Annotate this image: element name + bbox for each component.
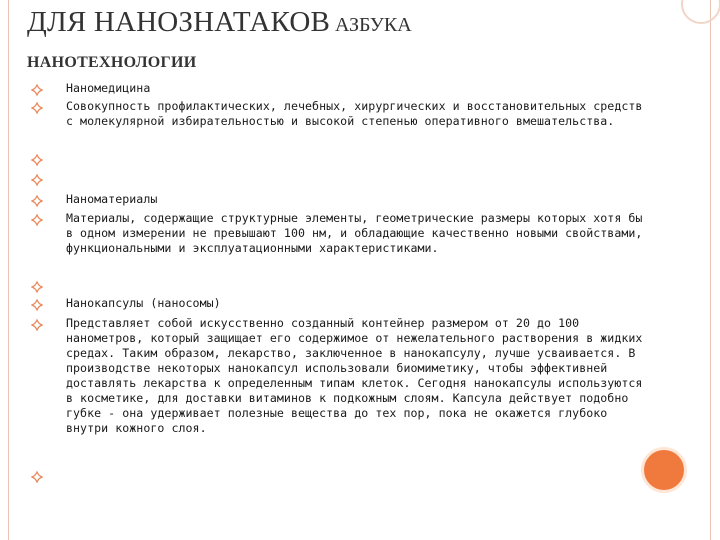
ornamental-bullet-icon [31, 154, 43, 166]
slide-border-left [8, 0, 9, 540]
bullet-text: Совокупность профилактических, лечебных, хирургических и восстановительных средств с молекулярной избирательностью и высокой степенью оперативного вмешательства. [66, 99, 643, 128]
orange-circle-icon [641, 447, 687, 493]
bullet-text: Представляет собой искусственно созданный контейнер размером от 20 до 100 нанометров, который защищает его содержимое от нежелательного растворения в жидких средах. Таким образом, лекарство, заключенное в нанокапсулу, лучше усваивается. В производстве некоторых нанокапсул использовали биомиметику, чтобы эффективней доставлять лекарства к определенным типам клеток. Сегодня нанокапсулы используются в косметике, для доставки витаминов к подкожным слоям. Капсула действует подобно губке - она удерживает полезные вещества до тех пор, пока не окажется глубоко внутри кожного слоя. [66, 316, 643, 435]
ornamental-bullet-icon [31, 299, 43, 311]
bullet-text: Нанокапсулы (наносомы) [66, 296, 221, 310]
bullet-text: Наноматериалы [66, 192, 158, 206]
ornamental-bullet-icon [31, 281, 43, 293]
corner-ring-decoration [681, 0, 720, 24]
ornamental-bullet-icon [31, 195, 43, 207]
title-main: ДЛЯ НАНОЗНАТАКОВ [27, 6, 330, 38]
ornamental-bullet-icon [31, 471, 43, 483]
title-subtitle: НАНОТЕХНОЛОГИИ [27, 54, 197, 71]
ornamental-bullet-icon [31, 174, 43, 186]
title-secondary: АЗБУКА [330, 14, 412, 36]
ornamental-bullet-icon [31, 84, 43, 96]
slide-title [27, 8, 667, 71]
bullet-text: Материалы, содержащие структурные элементы, геометрические размеры которых хотя бы в одном измерении не превышают 100 нм, и обладающие качественно новыми свойствами, функциональными и эксплуатационными характеристиками. [66, 211, 643, 255]
bullet-text: Наномедицина [66, 81, 151, 95]
ornamental-bullet-icon [31, 319, 43, 331]
ornamental-bullet-icon [31, 214, 43, 226]
slide-border-right [710, 0, 711, 540]
ornamental-bullet-icon [31, 102, 43, 114]
